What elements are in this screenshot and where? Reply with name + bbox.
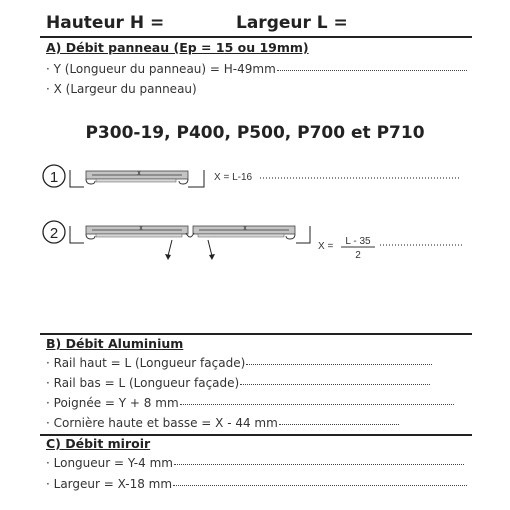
diagram-2-left-arrow (168, 240, 172, 256)
diagram-2-denominator: 2 (355, 250, 361, 261)
diagram-2-right-rail (198, 234, 284, 237)
diagram-2-right-profile (286, 234, 295, 239)
leader-dots (246, 363, 432, 365)
leader-dots (240, 383, 430, 385)
longueur-text: · Longueur = Y-4 mm (46, 456, 173, 470)
diagram-2-right-arrowhead (209, 254, 215, 260)
diagram-2-right-x-label: x (243, 225, 247, 232)
corniere-text: · Cornière haute et basse = X - 44 mm (46, 416, 278, 430)
section-c-title: C) Débit miroir (46, 436, 151, 451)
section-b-rule (40, 333, 472, 335)
leader-dots (173, 484, 467, 486)
diagram-2-cabinet-right (296, 226, 310, 243)
rail-haut-text: · Rail haut = L (Longueur façade) (46, 356, 246, 370)
diagram-2-left-arrowhead (165, 254, 171, 260)
section-a-line-y-text: · Y (Longueur du panneau) = H-49mm (46, 62, 276, 76)
diagram-1-cabinet-right (188, 170, 204, 187)
diagram-1-number: 1 (49, 169, 59, 186)
diagram-1 (43, 165, 460, 187)
leader-dots (174, 463, 464, 465)
diagram-2 (43, 221, 462, 261)
section-a-title: A) Débit panneau (Ep = 15 ou 19mm) (46, 40, 309, 55)
diagram-2-left-profile (86, 234, 95, 239)
diagram-2-formula-prefix: X = (318, 241, 334, 252)
diagram-1-right-profile (179, 179, 188, 184)
leader-dots (279, 423, 399, 425)
diagram-2-left-x-label: x (139, 225, 143, 232)
hauteur-label: Hauteur H = (46, 13, 165, 33)
section-c-line-longueur (46, 456, 464, 470)
diagram-2-number: 2 (49, 225, 59, 242)
diagram-2-right-arrow (208, 240, 212, 256)
diagram-2-numerator: L - 35 (345, 236, 371, 247)
section-c-line-largeur (46, 477, 467, 491)
diagram-1-formula: X = L-16 (214, 172, 253, 183)
largeur-label: Largeur L = (236, 13, 348, 33)
diagram-1-cabinet-left (70, 170, 84, 187)
section-b-line-poignee (46, 396, 454, 410)
leader-dots (180, 403, 454, 405)
diagram-1-x-label: x (137, 170, 141, 177)
largeur-text: · Largeur = X-18 mm (46, 477, 173, 491)
models-title: P300-19, P400, P500, P700 et P710 (85, 123, 425, 143)
poignee-text: · Poignée = Y + 8 mm (46, 396, 179, 410)
diagram-2-left-rail (96, 234, 182, 237)
diagram-2-cabinet-left (70, 226, 84, 243)
section-b-line-rail-bas (46, 376, 430, 390)
diagram-1-rail (96, 179, 176, 182)
section-a-line-x: · X (Largeur du panneau) (46, 82, 197, 96)
rail-bas-text: · Rail bas = L (Longueur façade) (46, 376, 240, 390)
section-b-line-corniere (46, 416, 399, 430)
diagram-1-left-profile (86, 179, 95, 184)
section-b-title: B) Débit Aluminium (46, 336, 184, 351)
section-b-line-rail-haut (46, 356, 432, 370)
